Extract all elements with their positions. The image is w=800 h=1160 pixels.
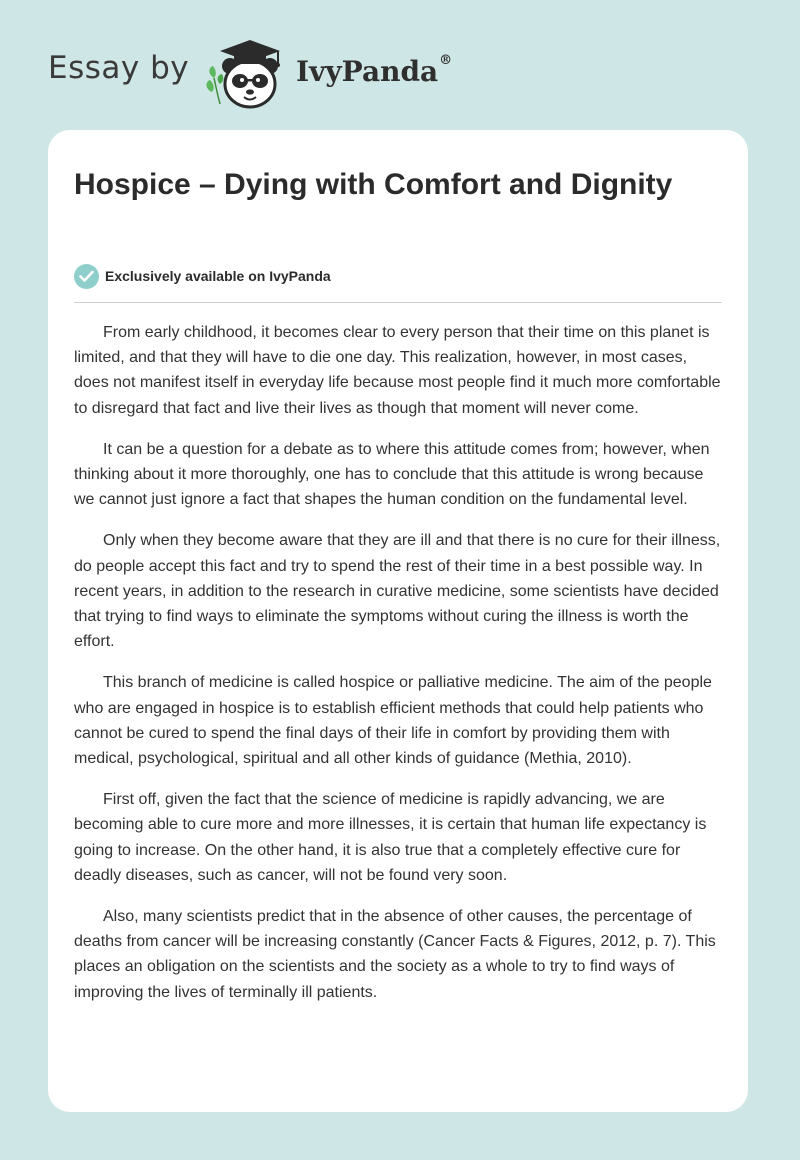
article-card	[48, 130, 748, 1112]
brand-name[interactable]	[296, 55, 452, 88]
paragraph: Also, many scientists predict that in the absence of other causes, the percentage of deaths from cancer will be increasing constantly (Cancer Facts & Figures, 2012, p. 7). This places an obligation on the scientists and the society as a whole to try to find ways of improving the lives of terminally ill patients.	[74, 908, 716, 1001]
site-header	[0, 0, 800, 130]
badge-label: Exclusively available on IvyPanda	[105, 268, 331, 284]
exclusive-badge	[74, 263, 331, 289]
paragraph: First off, given the fact that the science of medicine is rapidly advancing, we are becoming able to cure more and more illnesses, it is certain that human life expectancy is going to increase. On the other hand, it is also true that a completely effective cure for deadly diseases, such as cancer, will not be found very soon.	[74, 791, 707, 884]
article-body	[74, 320, 726, 1021]
paragraph: It can be a question for a debate as to where this attitude comes from; however, when thinking about it more thoroughly, one has to conclude that this attitude is wrong because we cannot just ignore a fact that shapes the human condition on the fundamental level.	[74, 440, 710, 509]
paragraph: Only when they become aware that they are ill and that there is no cure for their illness, do people accept this fact and try to spend the rest of their time in a best possible way. In recent years, in addition to the research in curative medicine, some scientists have decided that trying to find ways to eliminate the symptoms without curing the illness is worth the effort.	[74, 532, 721, 651]
brand-name-text: IvyPanda	[296, 55, 439, 88]
panda-graduate-icon[interactable]	[200, 34, 292, 110]
registered-mark: ®	[439, 53, 453, 68]
page-title: Hospice – Dying with Comfort and Dignity	[74, 168, 673, 201]
paragraph: From early childhood, it becomes clear to every person that their time on this planet is limited, and that they will have to die one day. This realization, however, in most cases, does not manifest itself in everyday life because most people find it much more comfortable to disregard that fact and live their lives as though that moment will never come.	[74, 324, 721, 417]
essay-by-label: Essay by	[48, 50, 190, 86]
check-icon	[74, 264, 99, 289]
divider	[74, 302, 722, 303]
paragraph: This branch of medicine is called hospice or palliative medicine. The aim of the people who are engaged in hospice is to establish efficient methods that could help patients who cannot be cured to spend the final days of their life in comfort by providing them with medical, psychological, spiritual and all other kinds of guidance (Methia, 2010).	[74, 674, 712, 768]
